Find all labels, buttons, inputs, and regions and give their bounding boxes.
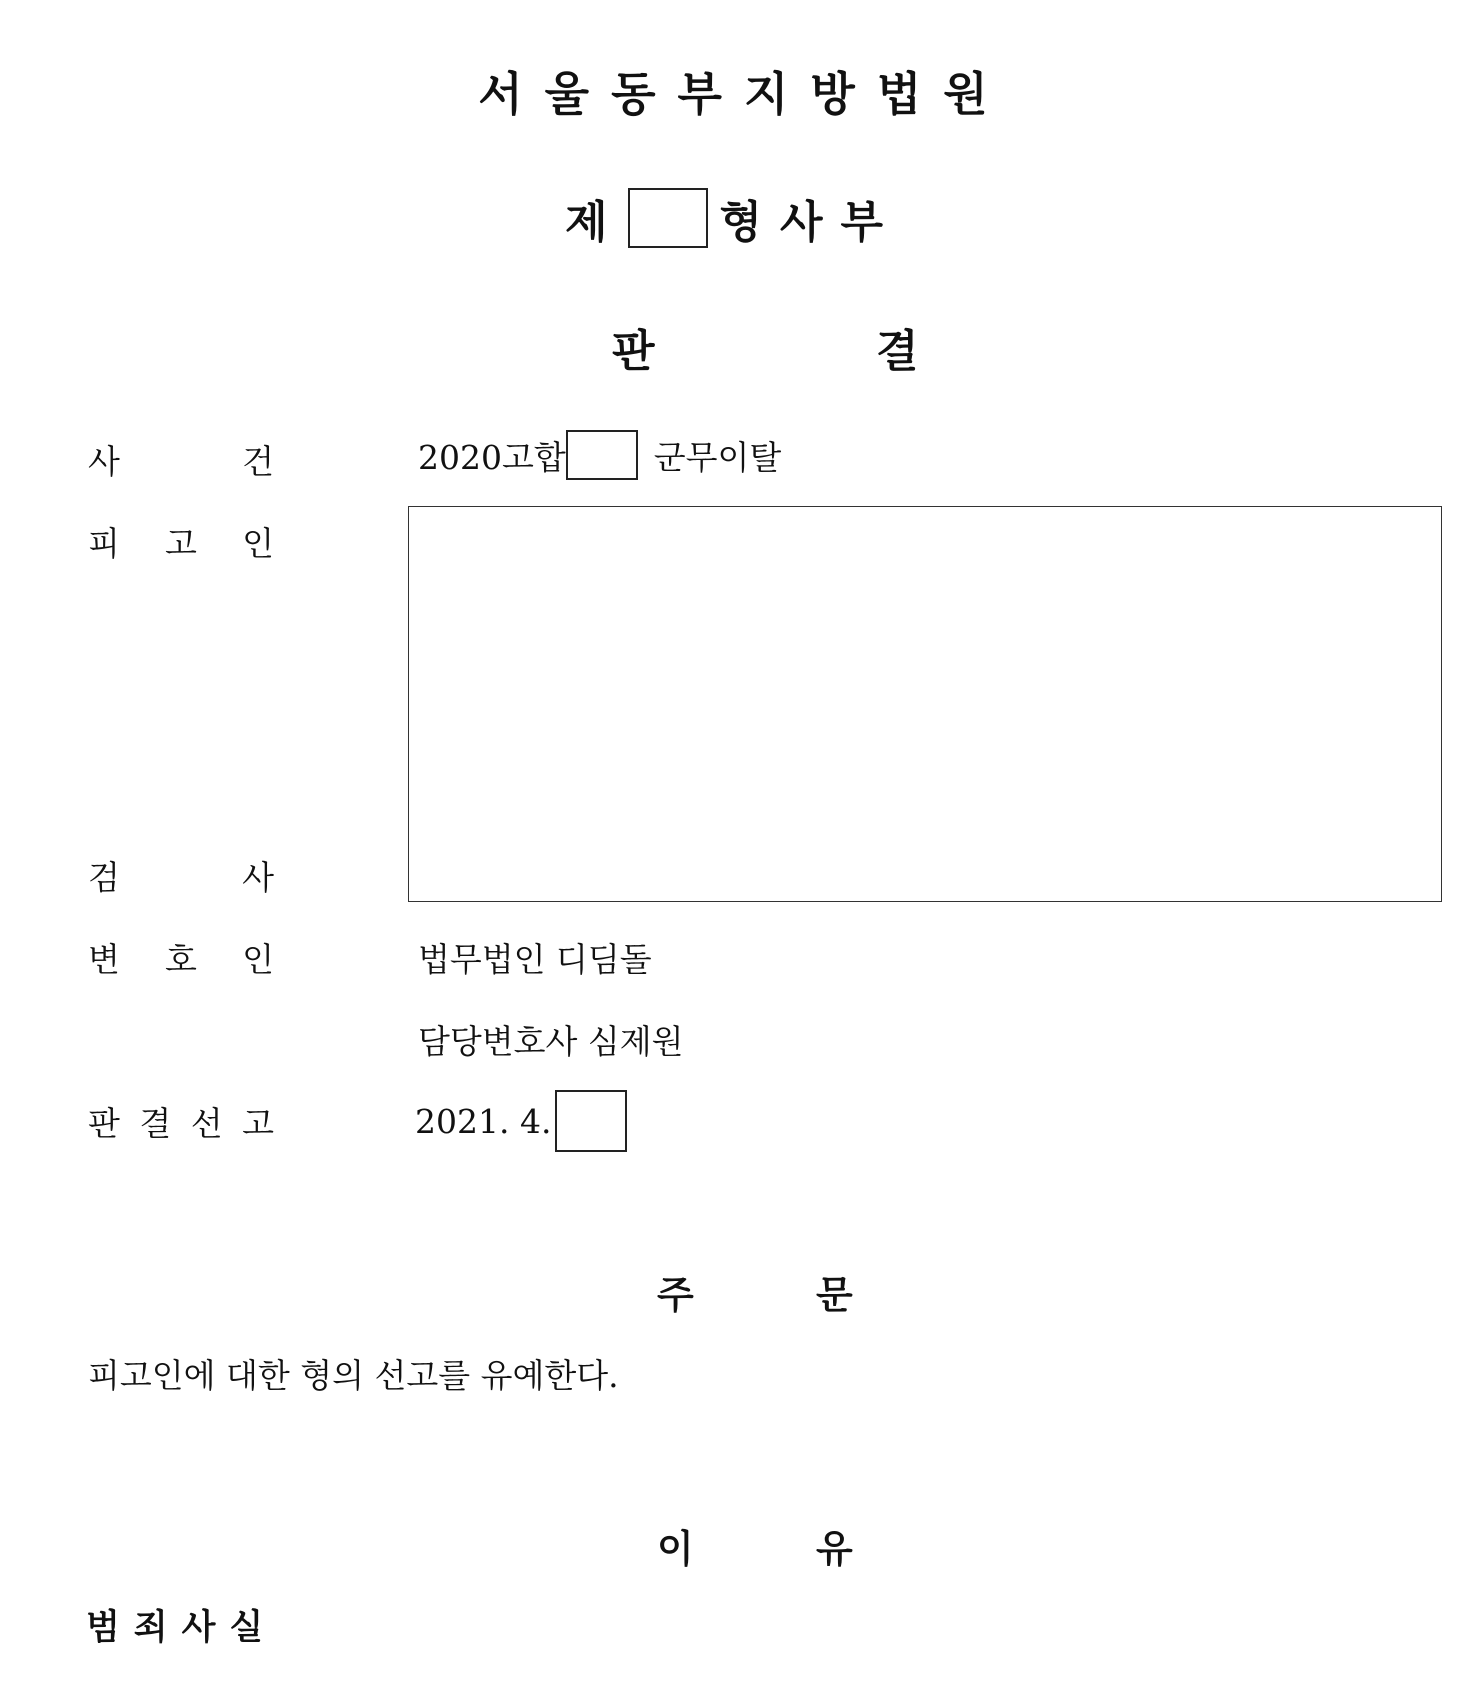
prosecutor-label bbox=[88, 852, 274, 899]
sentence-date-redaction bbox=[555, 1090, 627, 1152]
counsel-label-char-3: 인 bbox=[242, 940, 274, 979]
crime-facts-heading: 범죄사실 bbox=[86, 1608, 278, 1648]
case-label bbox=[88, 436, 274, 483]
reasons-title-right: 유 bbox=[816, 1527, 853, 1571]
ruling-text: 피고인에 대한 형의 선고를 유예한다. bbox=[88, 1356, 619, 1395]
case-label-char-2: 건 bbox=[242, 442, 274, 481]
ruling-title-left: 주 bbox=[657, 1273, 694, 1317]
defendant-redaction-box bbox=[408, 506, 1442, 902]
division-suffix: 형사부 bbox=[719, 197, 902, 248]
reasons-title-left: 이 bbox=[657, 1527, 694, 1571]
case-number-redaction bbox=[566, 430, 638, 480]
redaction-box bbox=[628, 188, 708, 248]
ruling-title-right: 문 bbox=[816, 1273, 853, 1317]
counsel-firm: 법무법인 디딤돌 bbox=[418, 940, 652, 979]
case-row bbox=[418, 430, 781, 480]
counsel-label bbox=[88, 934, 274, 981]
case-number: 2020고합 bbox=[418, 437, 566, 477]
prosecutor-label-char-2: 사 bbox=[242, 858, 274, 897]
counsel-label-char-1: 변 bbox=[88, 940, 120, 979]
prosecutor-label-char-1: 검 bbox=[88, 858, 120, 897]
sentence-date-row bbox=[415, 1090, 627, 1152]
sentence-date-label-char-1: 판 bbox=[88, 1104, 120, 1143]
doc-type-right: 결 bbox=[876, 326, 919, 377]
defendant-label-char-2: 고 bbox=[165, 524, 197, 563]
defendant-label-char-3: 인 bbox=[242, 524, 274, 563]
division-heading bbox=[0, 186, 1466, 250]
sentence-date-label-char-2: 결 bbox=[139, 1104, 172, 1143]
case-name: 군무이탈 bbox=[653, 437, 782, 477]
sentence-date-label-char-3: 선 bbox=[190, 1104, 223, 1143]
sentence-date-label-char-4: 고 bbox=[242, 1104, 274, 1143]
case-label-char-1: 사 bbox=[88, 442, 120, 481]
sentence-date-label bbox=[88, 1098, 274, 1145]
counsel-label-char-2: 호 bbox=[165, 940, 197, 979]
defendant-label bbox=[88, 518, 274, 565]
defendant-label-char-1: 피 bbox=[88, 524, 120, 563]
counsel-attorney: 담당변호사 심제원 bbox=[418, 1022, 684, 1061]
division-prefix: 제 bbox=[564, 197, 608, 248]
court-name: 서울동부지방법원 bbox=[478, 67, 1010, 121]
doc-type-left: 판 bbox=[612, 326, 655, 377]
sentence-date: 2021. 4. bbox=[415, 1101, 552, 1141]
